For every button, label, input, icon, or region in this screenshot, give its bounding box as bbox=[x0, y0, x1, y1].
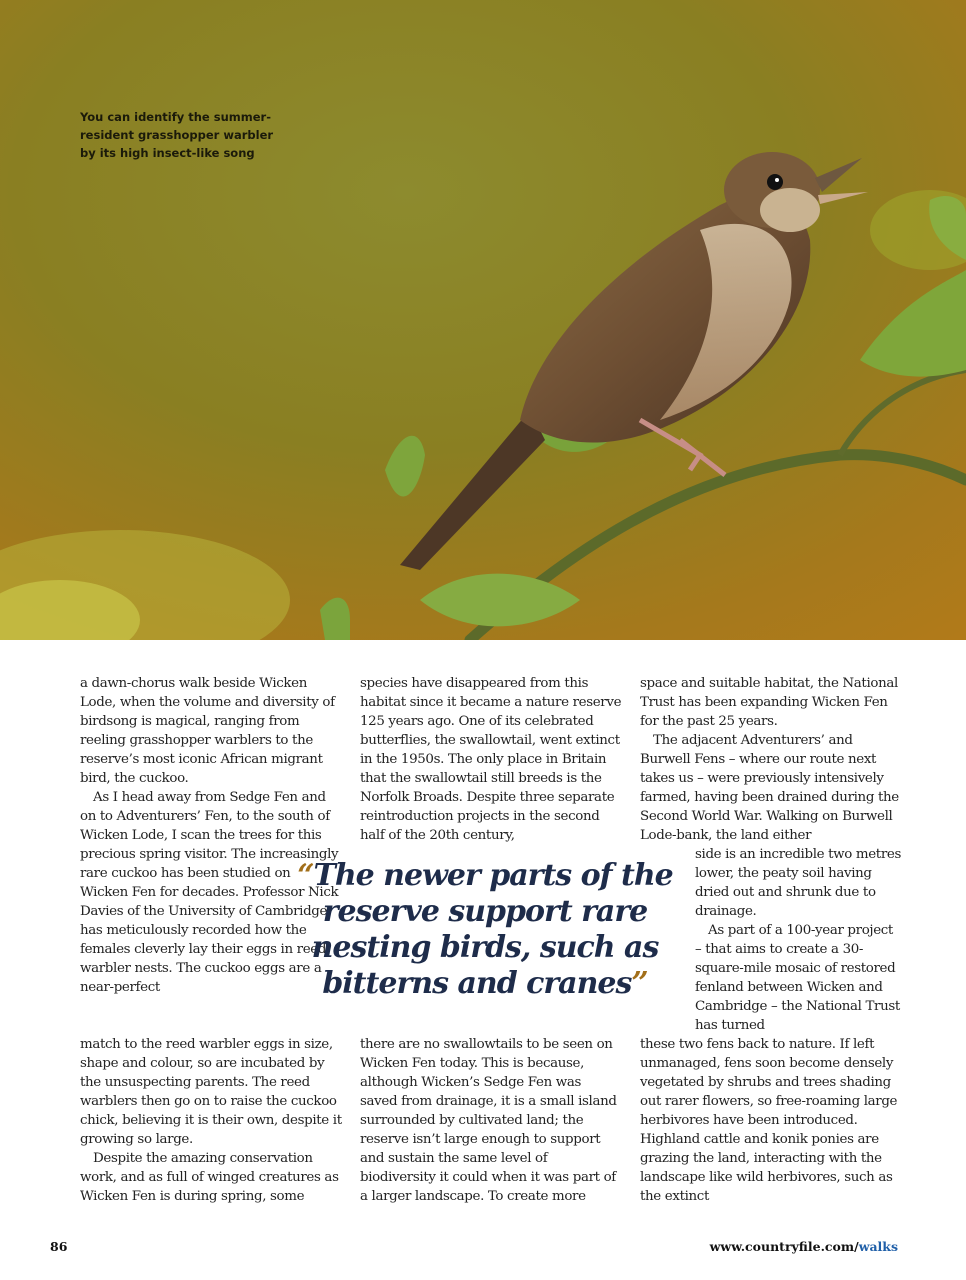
url-domain: www.countryfile.com/ bbox=[709, 1239, 859, 1254]
paragraph: As part of a 100-year project – that aims to create a 30-square-mile mosaic of restored fenland between Wicken and Cambridge – the National Trust has turned bbox=[695, 923, 900, 1033]
column-3-wrapped bbox=[695, 845, 903, 1035]
paragraph-text: As I head away from Sedge Fen and on to Adventurers’ Fen, to the south of Wicken Lode, I scan the trees for this precious spring visitor. The increasingly rare cuckoo has been studied on Wicken Fen for decades. Professor Nick Davies of the University of Cambridge has meticulously recorded how the females cleverly lay their eggs in reed warbler nests. The cuckoo eggs are a near-perfect bbox=[80, 790, 339, 995]
pull-quote-text: The newer parts of the reserve support rare nesting birds, such as bitterns and cranes bbox=[311, 858, 673, 1001]
column-3-top bbox=[640, 674, 902, 845]
paragraph: these two fens back to nature. If left unmanaged, fens soon become densely vegetated by shrubs and trees shading out rarer flowers, so free-roaming large herbivores have been introduced. Highland cattle and konik ponies are grazing the land, interacting with the landscape like wild herbivores, such as the extinct bbox=[640, 1037, 898, 1204]
column-1-bottom bbox=[80, 1035, 342, 1206]
page-number: 86 bbox=[50, 1239, 68, 1254]
paragraph: species have disappeared from this habitat since it became a nature reserve 125 years ago. One of its celebrated butterflies, the swallowtail, went extinct in the 1950s. The only place in Britain that the swallowtail still breeds is the Norfolk Broads. Despite three separate reintroduction projects in the second half of the 20th century, bbox=[360, 676, 622, 843]
column-3-bottom bbox=[640, 1035, 902, 1206]
column-2-bottom bbox=[360, 1035, 622, 1206]
column-2-top bbox=[360, 674, 622, 845]
paragraph: there are no swallowtails to be seen on Wicken Fen today. This is because, although Wicken’s Sedge Fen was saved from drainage, it is a small island surrounded by cultivated land; the reserve isn’t large enough to support and sustain the same level of biodiversity it could when it was part of a larger landscape. To create more bbox=[360, 1037, 617, 1204]
footer-url[interactable] bbox=[710, 1239, 898, 1254]
url-section: walks bbox=[858, 1239, 898, 1254]
close-quote-mark: ” bbox=[631, 966, 648, 1001]
paragraph: Despite the amazing conservation work, and as full of winged creatures as Wicken Fen is during spring, some bbox=[80, 1151, 339, 1204]
paragraph: a dawn-chorus walk beside Wicken Lode, when the volume and diversity of birdsong is magical, ranging from reeling grasshopper warblers to the reserve’s most iconic African migrant bird, the cuckoo. bbox=[80, 676, 335, 786]
open-quote-mark: “ bbox=[297, 858, 314, 893]
paragraph: side is an incredible two metres lower, the peaty soil having dried out and shrunk due to drainage. bbox=[695, 847, 901, 919]
paragraph: space and suitable habitat, the National Trust has been expanding Wicken Fen for the past 25 years. bbox=[640, 676, 898, 729]
paragraph: The adjacent Adventurers’ and Burwell Fens – where our route next takes us – were previously intensively farmed, having been drained during the Second World War. Walking on Burwell Lode-bank, the land either bbox=[640, 733, 899, 843]
photo-caption: You can identify the summer-resident grasshopper warbler by its high insect-like song bbox=[80, 110, 274, 160]
paragraph: match to the reed warbler eggs in size, shape and colour, so are incubated by the unsuspecting parents. The reed warblers then go on to raise the cuckoo chick, believing it is their own, despite it growing so large. bbox=[80, 1037, 342, 1147]
pull-quote bbox=[296, 858, 674, 1002]
